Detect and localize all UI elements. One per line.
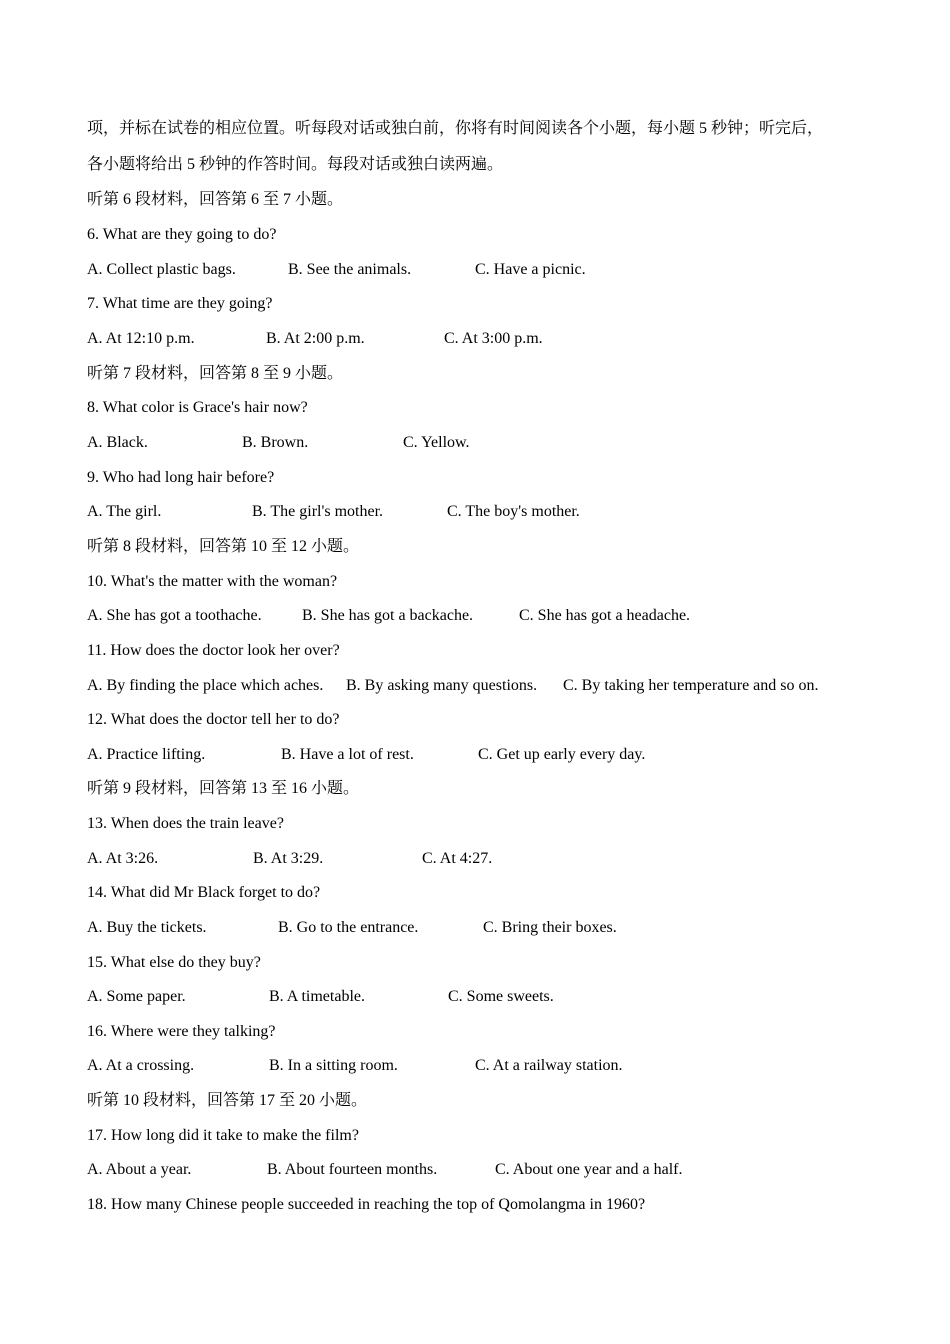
option-16a: A. At a crossing. xyxy=(87,1057,195,1074)
intro-line-2: 各小题将给出 5 秒钟的作答时间。每段对话或独白读两遍。 xyxy=(87,156,504,173)
option-8c: C. Yellow. xyxy=(403,434,470,451)
option-14c: C. Bring their boxes. xyxy=(483,919,617,936)
question-13: 13. When does the train leave? xyxy=(87,815,284,832)
intro-line-1: 项，并标在试卷的相应位置。听每段对话或独白前，你将有时间阅读各个小题，每小题 5 秒钟；听完后， xyxy=(87,120,824,137)
option-6b: B. See the animals. xyxy=(288,261,412,278)
option-16b: B. In a sitting room. xyxy=(269,1057,398,1074)
section-heading-9: 听第 9 段材料，回答第 13 至 16 小题。 xyxy=(87,780,360,797)
question-6: 6. What are they going to do? xyxy=(87,226,277,243)
question-11: 11. How does the doctor look her over? xyxy=(87,642,340,659)
option-15b: B. A timetable. xyxy=(269,988,365,1005)
question-10: 10. What's the matter with the woman? xyxy=(87,573,338,590)
option-17b: B. About fourteen months. xyxy=(267,1161,438,1178)
question-15: 15. What else do they buy? xyxy=(87,954,261,971)
option-11b: B. By asking many questions. xyxy=(346,677,538,694)
option-6c: C. Have a picnic. xyxy=(475,261,586,278)
option-15a: A. Some paper. xyxy=(87,988,186,1005)
section-heading-10: 听第 10 段材料，回答第 17 至 20 小题。 xyxy=(87,1092,368,1109)
option-15c: C. Some sweets. xyxy=(448,988,554,1005)
question-12: 12. What does the doctor tell her to do? xyxy=(87,711,340,728)
question-16: 16. Where were they talking? xyxy=(87,1023,276,1040)
option-9c: C. The boy's mother. xyxy=(447,503,580,520)
option-14b: B. Go to the entrance. xyxy=(278,919,419,936)
option-7b: B. At 2:00 p.m. xyxy=(266,330,365,347)
section-heading-6: 听第 6 段材料，回答第 6 至 7 小题。 xyxy=(87,191,344,208)
option-16c: C. At a railway station. xyxy=(475,1057,623,1074)
option-10b: B. She has got a backache. xyxy=(302,607,474,624)
option-13b: B. At 3:29. xyxy=(253,850,324,867)
section-heading-8: 听第 8 段材料，回答第 10 至 12 小题。 xyxy=(87,538,360,555)
option-7a: A. At 12:10 p.m. xyxy=(87,330,195,347)
question-9: 9. Who had long hair before? xyxy=(87,469,275,486)
question-14: 14. What did Mr Black forget to do? xyxy=(87,884,321,901)
option-11a: A. By finding the place which aches. xyxy=(87,677,324,694)
option-12a: A. Practice lifting. xyxy=(87,746,206,763)
option-6a: A. Collect plastic bags. xyxy=(87,261,236,278)
option-10a: A. She has got a toothache. xyxy=(87,607,262,624)
option-13a: A. At 3:26. xyxy=(87,850,159,867)
option-11c: C. By taking her temperature and so on. xyxy=(563,677,819,694)
option-14a: A. Buy the tickets. xyxy=(87,919,207,936)
option-12b: B. Have a lot of rest. xyxy=(281,746,414,763)
option-9b: B. The girl's mother. xyxy=(252,503,384,520)
option-10c: C. She has got a headache. xyxy=(519,607,691,624)
question-8: 8. What color is Grace's hair now? xyxy=(87,399,308,416)
option-9a: A. The girl. xyxy=(87,503,162,520)
option-17a: A. About a year. xyxy=(87,1161,192,1178)
option-13c: C. At 4:27. xyxy=(422,850,493,867)
option-12c: C. Get up early every day. xyxy=(478,746,646,763)
question-7: 7. What time are they going? xyxy=(87,295,273,312)
option-17c: C. About one year and a half. xyxy=(495,1161,683,1178)
option-8b: B. Brown. xyxy=(242,434,309,451)
section-heading-7: 听第 7 段材料，回答第 8 至 9 小题。 xyxy=(87,365,344,382)
question-18: 18. How many Chinese people succeeded in reaching the top of Qomolangma in 1960? xyxy=(87,1196,646,1213)
question-17: 17. How long did it take to make the film? xyxy=(87,1127,359,1144)
option-8a: A. Black. xyxy=(87,434,148,451)
option-7c: C. At 3:00 p.m. xyxy=(444,330,543,347)
